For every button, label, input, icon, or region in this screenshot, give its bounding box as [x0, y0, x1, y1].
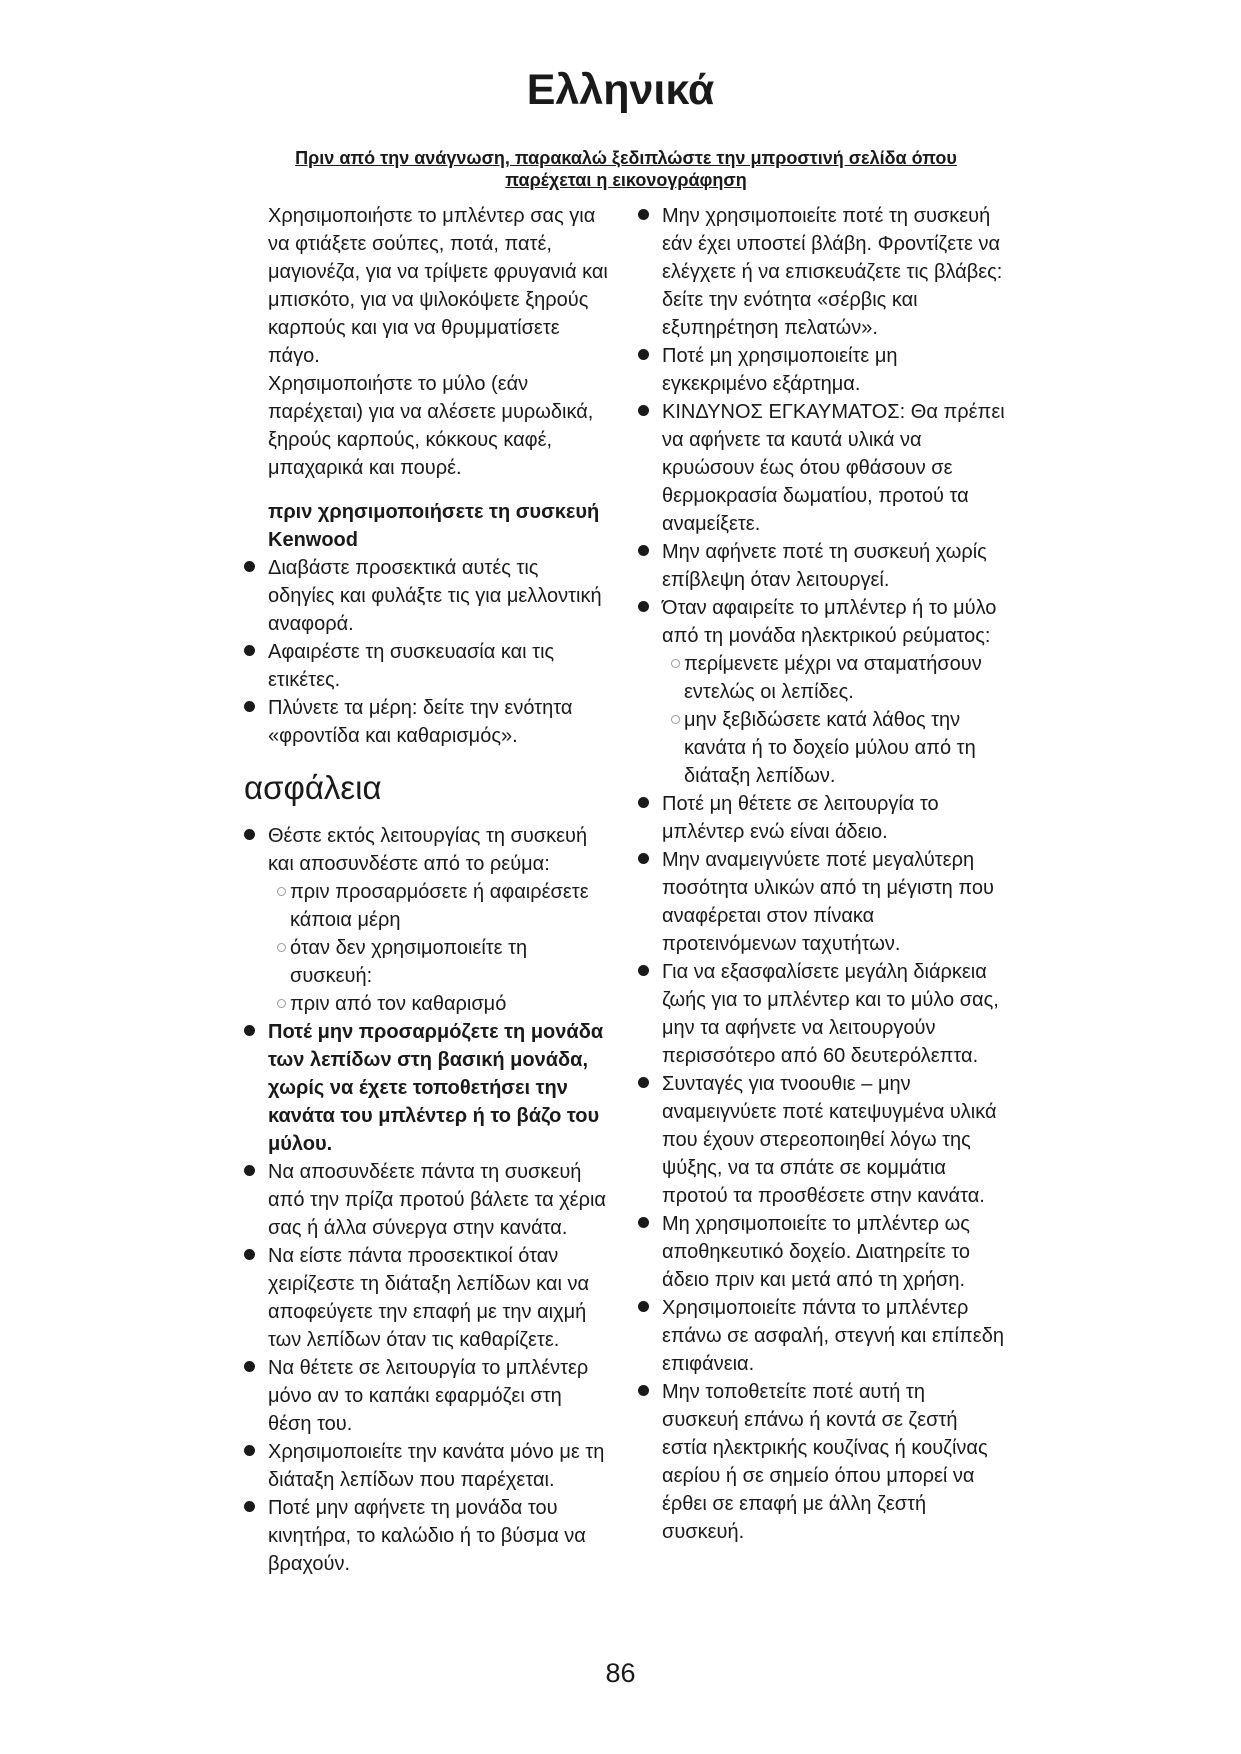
list-item [662, 594, 1007, 790]
list-item: Διαβάστε προσεκτικά αυτές τις οδηγίες και φυλάξτε τις για μελλοντική αναφορά. [268, 554, 608, 638]
safety-list-right [662, 202, 1007, 1546]
page-title: Ελληνικά [526, 66, 715, 114]
list-item: Ποτέ μη χρησιμοποιείτε μη εγκεκριμένο εξάρτημα. [662, 342, 1007, 398]
list-item: Συνταγές για τνοουθιε – μην αναμειγνύετε ποτέ κατεψυγμένα υλικά που έχουν στερεοποιηθεί λόγω της ψύξης, να τα σπάτε σε κομμάτια προτού τα προσθέσετε στην κανάτα. [662, 1070, 1007, 1210]
safety-heading: ασφάλεια [244, 769, 382, 806]
list-item: Να θέτετε σε λειτουργία το μπλέντερ μόνο αν το καπάκι εφαρμόζει στη θέση του. [268, 1354, 608, 1438]
list-item: Μην αναμειγνύετε ποτέ μεγαλύτερη ποσότητα υλικών από τη μέγιστη που αναφέρεται στον πίνακα προτεινόμενων ταχυτήτων. [662, 846, 1007, 958]
list-item [268, 822, 608, 1018]
safety-list-left [268, 822, 608, 1578]
before-use-list [268, 554, 608, 750]
list-item: Μην αφήνετε ποτέ τη συσκευή χωρίς επίβλεψη όταν λειτουργεί. [662, 538, 1007, 594]
intro-paragraph-mill: Χρησιμοποιήστε το μύλο (εάν παρέχεται) για να αλέσετε μυρωδικά, ξηρούς καρπούς, κόκκους καφέ, μπαχαρικά και πουρέ. [268, 373, 594, 479]
list-item: Χρησιμοποιείτε την κανάτα μόνο με τη διάταξη λεπίδων που παρέχεται. [268, 1438, 608, 1494]
switch-off-sublist [268, 878, 608, 1018]
fold-out-notice: Πριν από την ανάγνωση, παρακαλώ ξεδιπλώστε την μπροστινή σελίδα όπου παρέχεται η εικονογράφηση [295, 148, 957, 190]
sub-list-item: πριν προσαρμόσετε ή αφαιρέσετε κάποια μέρη [290, 878, 608, 934]
list-item: Να είστε πάντα προσεκτικοί όταν χειρίζεστε τη διάταξη λεπίδων και να αποφεύγετε την επαφή με την αιχμή των λεπίδων όταν τις καθαρίζετε. [268, 1242, 608, 1354]
list-item: Πλύνετε τα μέρη: δείτε την ενότητα «φροντίδα και καθαρισμός». [268, 694, 608, 750]
sub-list-item: μην ξεβιδώσετε κατά λάθος την κανάτα ή το δοχείο μύλου από τη διάταξη λεπίδων. [684, 706, 1007, 790]
left-column [244, 202, 608, 1578]
page-number: 86 [605, 1658, 636, 1688]
right-column [662, 202, 1007, 1546]
switch-off-text: Θέστε εκτός λειτουργίας τη συσκευή και αποσυνδέστε από το ρεύμα: [268, 825, 588, 875]
before-use-heading: πριν χρησιμοποιήσετε τη συσκευή Kenwood [268, 501, 600, 551]
burn-warning-text: Θα πρέπει να αφήνετε τα καυτά υλικά να κρυώσουν έως ότου φθάσουν σε θερμοκρασία δωματίου, προτού τα αναμείξετε. [662, 401, 1005, 535]
removing-text: Όταν αφαιρείτε το μπλέντερ ή το μύλο από τη μονάδα ηλεκτρικού ρεύματος: [662, 597, 997, 647]
list-item: Αφαιρέστε τη συσκευασία και τις ετικέτες. [268, 638, 608, 694]
list-item: Για να εξασφαλίσετε μεγάλη διάρκεια ζωής για το μπλέντερ και το μύλο σας, μην τα αφήνετε να λειτουργούν περισσότερο από 60 δευτερόλεπτα. [662, 958, 1007, 1070]
sub-list-item: περίμενετε μέχρι να σταματήσουν εντελώς οι λεπίδες. [684, 650, 1007, 706]
intro-paragraph-blender: Χρησιμοποιήστε το μπλέντερ σας για να φτιάξετε σούπες, ποτά, πατέ, μαγιονέζα, για να τρίψετε φρυγανιά και μπισκότο, για να ψιλοκόψετε ξηρούς καρπούς και για να θρυμματίσετε πάγο. [268, 205, 608, 367]
list-item-warning: Ποτέ μην προσαρμόζετε τη μονάδα των λεπίδων στη βασική μονάδα, χωρίς να έχετε τοποθετήσει την κανάτα του μπλέντερ ή το βάζο του μύλου. [268, 1018, 608, 1158]
sub-list-item: πριν από τον καθαρισμό [290, 990, 608, 1018]
burn-warning-label: ΚΙΝΔΥΝΟΣ ΕΓΚΑΥΜΑΤΟΣ: [662, 401, 906, 423]
list-item: Να αποσυνδέετε πάντα τη συσκευή από την πρίζα προτού βάλετε τα χέρια σας ή άλλα σύνεργα στην κανάτα. [268, 1158, 608, 1242]
list-item: Ποτέ μη θέτετε σε λειτουργία το μπλέντερ ενώ είναι άδειο. [662, 790, 1007, 846]
list-item: Χρησιμοποιείτε πάντα το μπλέντερ επάνω σε ασφαλή, στεγνή και επίπεδη επιφάνεια. [662, 1294, 1007, 1378]
list-item: Μη χρησιμοποιείτε το μπλέντερ ως αποθηκευτικό δοχείο. Διατηρείτε το άδειο πριν και μετά από τη χρήση. [662, 1210, 1007, 1294]
list-item: Μην τοποθετείτε ποτέ αυτή τη συσκευή επάνω ή κοντά σε ζεστή εστία ηλεκτρικής κουζίνας ή κουζίνας αερίου ή σε σημείο όπου μπορεί να έρθει σε επαφή με άλλη ζεστή συσκευή. [662, 1378, 1007, 1546]
list-item: Μην χρησιμοποιείτε ποτέ τη συσκευή εάν έχει υποστεί βλάβη. Φροντίζετε να ελέγχετε ή να επισκευάζετε τις βλάβες: δείτε την ενότητα «σέρβις και εξυπηρέτηση πελατών». [662, 202, 1007, 342]
removing-sublist [662, 650, 1007, 790]
list-item [662, 398, 1007, 538]
sub-list-item: όταν δεν χρησιμοποιείτε τη συσκευή: [290, 934, 608, 990]
list-item: Ποτέ μην αφήνετε τη μονάδα του κινητήρα, το καλώδιο ή το βύσμα να βραχούν. [268, 1494, 608, 1578]
